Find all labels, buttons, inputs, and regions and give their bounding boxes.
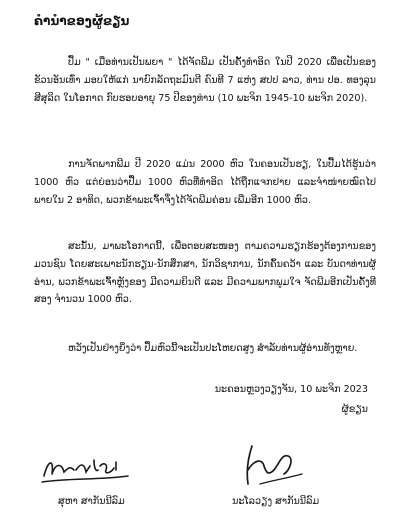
- signatory-name-left: ສຸຫາ ສາກັນນີລົມ: [58, 496, 125, 507]
- signature-left: [40, 440, 130, 492]
- author-label: ຜູ້ຂຽນ: [341, 404, 368, 415]
- page-title: ຄຳນຳຂອງຜູ້ຂຽນ: [34, 14, 130, 28]
- paragraph-2: ການຈັດພາກພີມ ປີ 2020 ແມ່ນ 2000 ຫົວ ໃນຄອນເປັນຮຽ, ໃນປື້ມໄດ້ຮູ້ນວ່າ 1000 ຫົວ ແຕ່ຍ່ອນວ່າປື້ມ 1000 ຫົວທີ່ທຳອິດ ໄດ້ຖືກແຈກຢາຍ ແລະຈໍາໜ່າຍໝົດໄປ ພາຍໃນ 2 ອາທິດ, ພວກຂ້າພະເຈົ້າຈຶ່ງໄດ້ຈັດພີມຄ່ອນ ເພີ່ມອີກ 1000 ຫົວ.: [34, 159, 376, 206]
- paragraph-4: ຫວັງເປັນຢ່າງຍິ່ງວ່າ ປຶ້ມຫົວນີ້ຈະເປັນປະໂຫຍດສູງ ສໍາລັບທ່ານຜູ້ອ່ານທັງຫຼາຍ.: [68, 343, 358, 354]
- paragraph-3: ສະນັ້ນ, ມາພະໂອກາດນີ້, ເພື່ອຕອບສະໜອງ ຕາມຄວາມຮຽກຮ້ອງຕ້ອງການຂອງມວນຊົນ ໂດຍສະເພາະນັກຮຽນ-ນັກສຶກສາ, ນັກວິຊາການ, ນັກຄົ້ນຄວ້າ ແລະ ບັນດາທ່ານຜູ້ອ່ານ, ພວກຂ້າພະເຈົ້າຫຼັງຂອງ ມີຄວາມຍິນດີ ແລະ ມີຄວາມພາກພູມໃຈ ຈັດພີມອີກເປັນຄັ້ງທີສອງ ຈຳນວນ 1000 ຫົວ.: [34, 241, 376, 306]
- signatory-name-right: ນະໂລວຽງ ສາກັນນີລົມ: [232, 496, 320, 507]
- signature-right: [238, 440, 308, 492]
- place-date: ນະຄອນຫຼວງວຽງຈັນ, 10 ພະຈິກ 2023: [214, 384, 368, 395]
- paragraph-1: ປຶ້ມ " ເມື່ອທ່ານເປັນພຍາ " ໄດ້ຈັດພີມ ເປັນຄັ້ງທຳອິດ ໃນປີ 2020 ເພື່ອເປັນຂອງຂັວນອັນເທົ່າ ມອບໃຫ້ແກ່ ນາຍົກລັດຖະມົນຕີ ຄົນທີ 7 ແຫ່ງ ສປປ ລາວ, ທ່ານ ປອ. ທອງລຸນ ສີສຸລິດ ໃນໂອກາດ ກົບຮອບອາຍຸ 75 ປີຂອງທ່ານ (10 ພະຈິກ 1945-10 ພະຈິກ 2020).: [34, 57, 376, 104]
